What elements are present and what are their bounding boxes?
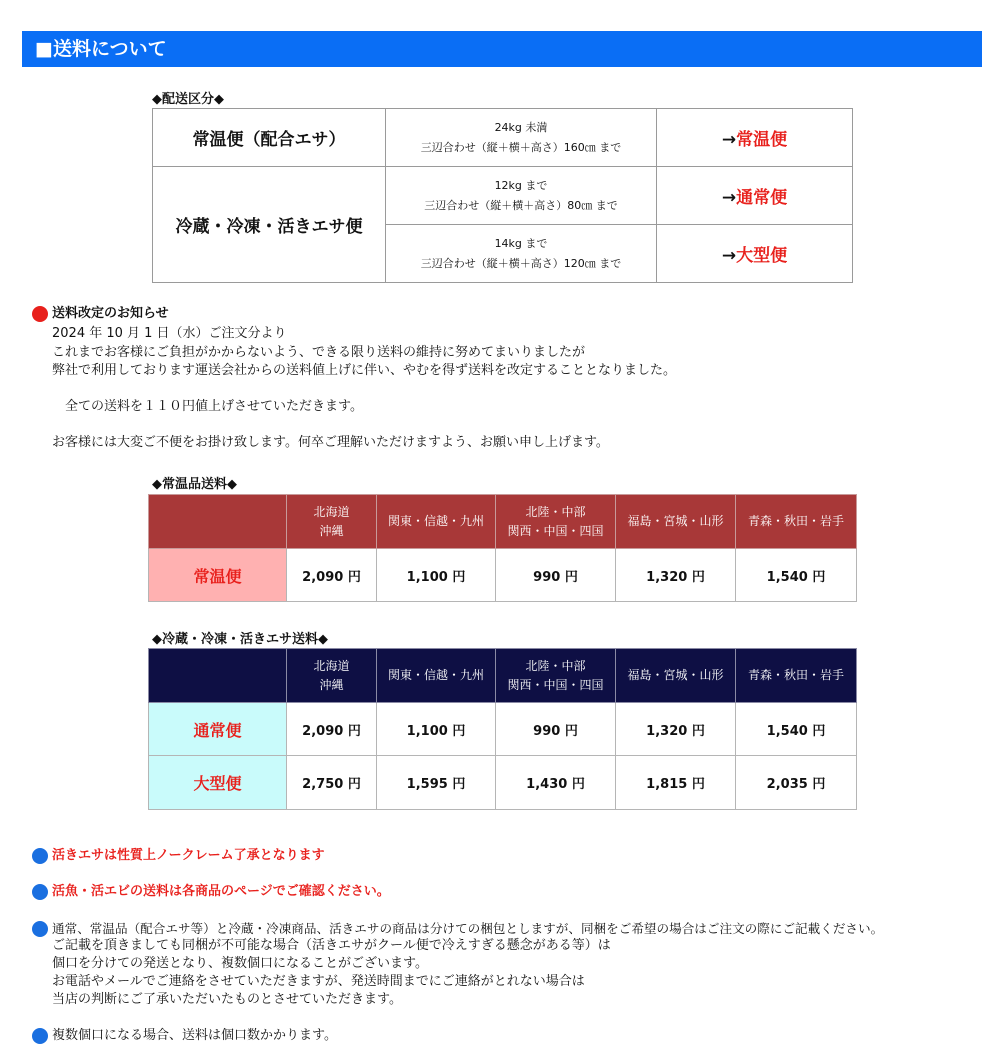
notice-line: 全ての送料を１１０円値上げさせていただきます。 (52, 399, 363, 414)
price-cell: 1,540 円 (736, 703, 857, 756)
price-cell: 2,090 円 (287, 549, 377, 602)
region-line: 沖縄 (319, 677, 344, 692)
classification-table (152, 108, 853, 283)
price-cell: 2,750 円 (287, 756, 377, 810)
region-header (496, 649, 616, 703)
region-line: 北陸・中部 (525, 658, 586, 673)
weight-limit: 12kg まで (494, 178, 548, 192)
region-header (287, 649, 377, 703)
class-name-cold: 冷蔵・冷凍・活きエサ便 (153, 167, 386, 283)
row-label: 大型便 (149, 756, 287, 810)
delivery-kind: 常温便 (736, 130, 788, 150)
cold-price-table (148, 648, 857, 810)
region-header (616, 495, 736, 549)
delivery-kind: 通常便 (736, 188, 788, 208)
price-cell: 1,815 円 (616, 756, 736, 810)
price-cell: 2,090 円 (287, 703, 377, 756)
note-live-fish: 活魚・活エビの送料は各商品のページでご確認ください。 (52, 884, 390, 899)
region-line: 北海道 (313, 504, 350, 519)
note-line: 通常、常温品（配合エサ等）と冷蔵・冷凍商品、活きエサの商品は分けての梱包としますが、同梱をご希望の場合はご注文の際にご記載ください。 (52, 921, 884, 936)
region-line: 北陸・中部 (525, 504, 586, 519)
size-limit: 三辺合わせ（縦＋横＋高さ）160㎝ まで (420, 140, 622, 154)
region-header (736, 649, 857, 703)
row-label: 常温便 (149, 549, 287, 602)
row-label: 通常便 (149, 703, 287, 756)
table-header-row (149, 649, 857, 703)
blue-dot-icon (32, 921, 48, 937)
notice-line: 2024 年 10 月 1 日（水）ご注文分より (52, 326, 287, 341)
region-line: 関西・中国・四国 (507, 523, 604, 538)
note-line: ご記載を頂きましても同梱が不可能な場合（活きエサがクール便で冷えすぎる懸念がある等）は (52, 938, 611, 953)
note-no-claim: 活きエサは性質上ノークレーム了承となります (52, 848, 325, 863)
price-cell: 1,595 円 (377, 756, 496, 810)
price-cell: 1,320 円 (616, 549, 736, 602)
notice-line: 弊社で利用しております運送会社からの送料値上げに伴い、やむを得ず送料を改定することとなりました。 (52, 363, 677, 378)
table-row (149, 703, 857, 756)
size-limit: 三辺合わせ（縦＋横＋高さ）80㎝ まで (424, 198, 618, 212)
price-cell: 1,540 円 (736, 549, 857, 602)
class-result (657, 167, 853, 225)
section-header: ■送料について (22, 31, 982, 67)
region-header (736, 495, 857, 549)
region-line: 沖縄 (319, 523, 344, 538)
weight-limit: 24kg 未満 (494, 120, 548, 134)
arrow: → (721, 246, 737, 266)
price-cell: 990 円 (496, 549, 616, 602)
note-multiple-parcels: 複数個口になる場合、送料は個口数かかります。 (52, 1028, 337, 1043)
price-cell: 1,320 円 (616, 703, 736, 756)
price-cell: 2,035 円 (736, 756, 857, 810)
note-line: 当店の判断にご了承いただいたものとさせていただきます。 (52, 992, 402, 1007)
price-cell: 1,430 円 (496, 756, 616, 810)
region-header (377, 495, 496, 549)
red-dot-icon (32, 306, 48, 322)
price-cell: 990 円 (496, 703, 616, 756)
region-header (377, 649, 496, 703)
arrow: → (721, 130, 737, 150)
class-result (657, 109, 853, 167)
price-cell: 1,100 円 (377, 703, 496, 756)
class-result (657, 225, 853, 283)
blue-dot-icon (32, 1028, 48, 1044)
size-limit: 三辺合わせ（縦＋横＋高さ）120㎝ まで (420, 256, 622, 270)
blue-dot-icon (32, 884, 48, 900)
table-row (149, 756, 857, 810)
region-header (496, 495, 616, 549)
region-header (287, 495, 377, 549)
class-name-warm: 常温便（配合エサ） (153, 109, 386, 167)
price-cell: 1,100 円 (377, 549, 496, 602)
region-line: 青森・秋田・岩手 (747, 514, 844, 528)
region-line: 青森・秋田・岩手 (747, 668, 844, 682)
blue-dot-icon (32, 848, 48, 864)
classification-label: ◆配送区分◆ (152, 92, 224, 107)
region-line: 福島・宮城・山形 (627, 668, 724, 682)
weight-limit: 14kg まで (494, 236, 548, 250)
region-line: 関西・中国・四国 (507, 677, 604, 692)
classification-row (153, 109, 853, 167)
class-condition (386, 167, 657, 225)
region-header (616, 649, 736, 703)
warm-label: ◆常温品送料◆ (152, 477, 237, 492)
corner-cell (149, 649, 287, 703)
region-line: 関東・信越・九州 (387, 668, 484, 682)
delivery-kind: 大型便 (736, 246, 788, 266)
warm-price-table (148, 494, 857, 602)
corner-cell (149, 495, 287, 549)
notice-line: これまでお客様にご負担がかからないよう、できる限り送料の維持に努めてまいりましたが (52, 345, 586, 360)
note-line: 個口を分けての発送となり、複数個口になることがございます。 (52, 956, 428, 971)
region-line: 福島・宮城・山形 (627, 514, 724, 528)
class-condition (386, 109, 657, 167)
cold-label: ◆冷蔵・冷凍・活きエサ送料◆ (152, 632, 328, 647)
notice-line: お客様には大変ご不便をお掛け致します。何卒ご理解いただけますよう、お願い申し上げます。 (52, 435, 609, 450)
table-header-row (149, 495, 857, 549)
region-line: 関東・信越・九州 (387, 514, 484, 528)
arrow: → (721, 188, 737, 208)
table-row (149, 549, 857, 602)
region-line: 北海道 (313, 658, 350, 673)
classification-row (153, 167, 853, 225)
note-line: お電話やメールでご連絡をさせていただきますが、発送時間までにご連絡がとれない場合は (52, 974, 585, 989)
class-condition (386, 225, 657, 283)
notice-title: 送料改定のお知らせ (52, 306, 169, 321)
